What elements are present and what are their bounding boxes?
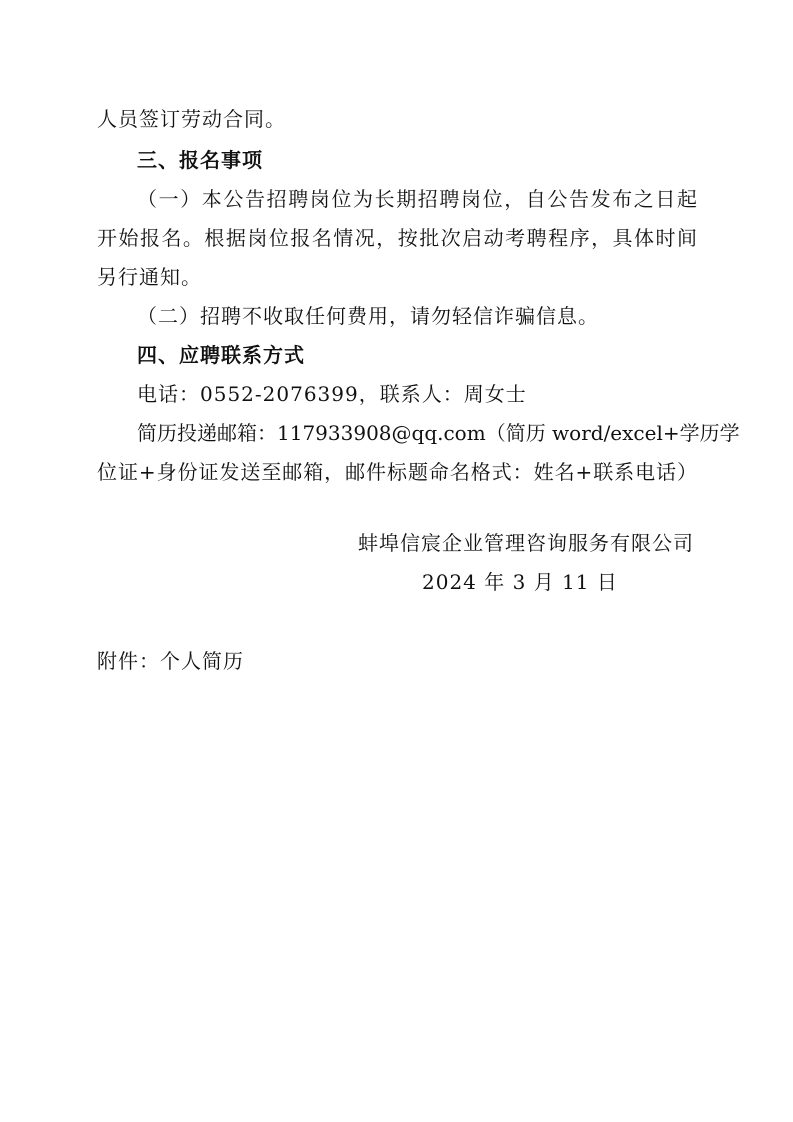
paragraph-fees: （二）招聘不收取任何费用，请勿轻信诈骗信息。 <box>137 304 599 328</box>
section-heading-registration: 三、报名事项 <box>137 148 263 172</box>
section-heading-contact: 四、应聘联系方式 <box>137 343 305 367</box>
contact-phone-line: 电话：0552-2076399，联系人：周女士 <box>137 382 527 406</box>
attachment-line: 附件：个人简历 <box>97 649 244 673</box>
paragraph-registration-line-2: 开始报名。根据岗位报名情况，按批次启动考聘程序，具体时间 <box>97 226 697 250</box>
contact-email-line-1: 简历投递邮箱：117933908@qq.com（简历 word/excel+学历学 <box>137 421 740 445</box>
contact-email-line-2: 位证+身份证发送至邮箱，邮件标题命名格式：姓名+联系电话） <box>97 460 697 484</box>
signature-date: 2024 年 3 月 11 日 <box>422 570 618 594</box>
paragraph-registration-line-3: 另行通知。 <box>97 265 202 289</box>
paragraph-registration-line-1: （一）本公告招聘岗位为长期招聘岗位，自公告发布之日起 <box>137 187 697 211</box>
signature-organization: 蚌埠信宸企业管理咨询服务有限公司 <box>358 531 694 555</box>
body-text-line: 人员签订劳动合同。 <box>97 107 286 131</box>
